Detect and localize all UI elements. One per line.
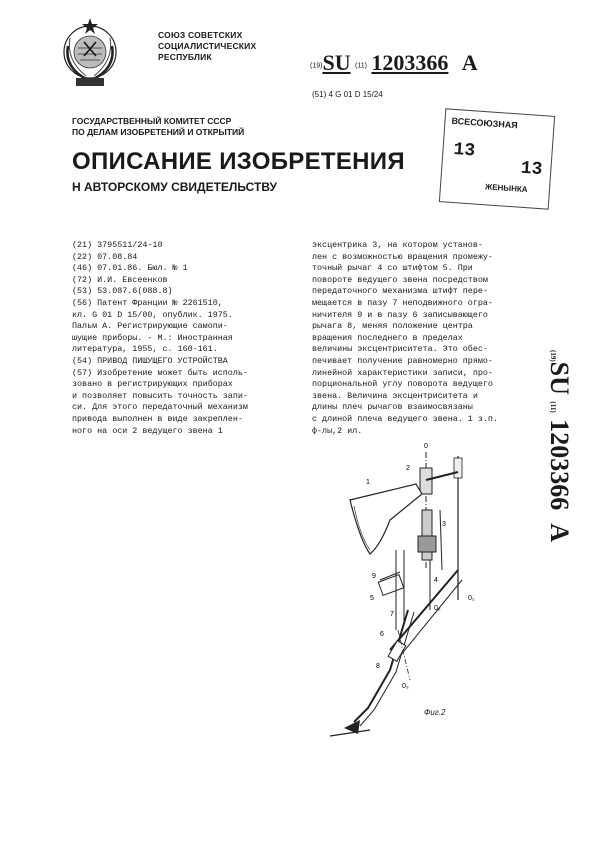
abstract-line: звена. Величина эксцентриситета и [312,390,478,401]
stamp-number-left: 13 [452,139,476,162]
library-stamp [439,108,555,209]
bibliographic-data [72,240,248,437]
label-9: 9 [372,573,376,580]
biblio-line: литература, 1955, с. 160-161. [72,344,218,355]
ussr-emblem-icon [58,16,122,96]
abstract-line: длины плеч рычагов взаимосвязаны [312,402,473,413]
abstract-line: вращения последнего в пределах [312,332,463,343]
biblio-line: шущие приборы. - М.: Иностранная [72,332,233,343]
abstract-line: линейной характеристики записи, про- [312,367,493,378]
abstract-line: лен с возможностью вращения промежу- [312,251,493,262]
abstract-line: эксцентрика 3, на котором установ- [312,240,483,250]
figure-labels [330,443,490,740]
patent-country: SU [322,50,351,75]
soviet-line: РЕСПУБЛИК [158,52,212,62]
soviet-line: СОЦИАЛИСТИЧЕСКИХ [158,41,257,51]
label-8: 8 [376,663,380,670]
biblio-line: ного на оси 2 ведущего звена 1 [72,425,223,436]
state-committee [72,116,244,138]
biblio-line: кл. G 01 D 15/00, опублик. 1975. [72,309,233,320]
abstract-line: порциональной углу поворота ведущего [312,379,493,390]
abstract-line: повороте ведущего звена посредством [312,274,488,285]
soviet-line: СОЮЗ СОВЕТСКИХ [158,30,243,40]
label-5: 5 [370,595,374,602]
biblio-line: (21) 3795511/24-10 [72,240,163,250]
vertical-code-19: (19) [549,350,557,362]
vertical-number: 1203366 [545,419,574,511]
committee-line: ПО ДЕЛАМ ИЗОБРЕТЕНИЙ И ОТКРЫТИЙ [72,127,245,137]
abstract-line: ничителя 9 и в пазу 6 записывающего [312,309,488,320]
label-2: 2 [406,465,410,472]
abstract-line: ф-лы,2 ил. [312,425,363,436]
abstract-line: точный рычаг 4 со штифтом 5. При [312,263,473,274]
biblio-line: и позволяет повысить точность запи- [72,390,248,401]
stamp-number-right: 13 [520,158,544,181]
label-1: 1 [366,479,370,486]
biblio-line: (56) Патент Франции № 2261510, [72,297,223,308]
label-7: 7 [390,611,394,618]
committee-line: ГОСУДАРСТВЕННЫЙ КОМИТЕТ СССР [72,116,232,126]
document-subtitle: Н АВТОРСКОМУ СВИДЕТЕЛЬСТВУ [72,180,278,194]
label-4: 4 [434,577,438,584]
biblio-line: (46) 07.01.86. Бюл. № 1 [72,263,188,274]
document-title: ОПИСАНИЕ ИЗОБРЕТЕНИЯ [72,148,405,175]
biblio-line: си. Для этого передаточный механизм [72,402,248,413]
code-11: (11) [355,62,367,70]
patent-kind: A [461,50,478,75]
label-6: 6 [380,631,384,638]
label-o2: 0₂ [434,605,441,612]
stamp-line1: ВСЕСОЮЗНАЯ [451,115,519,131]
biblio-line: (53) 53.087.6(088.8) [72,286,173,297]
biblio-line: (54) ПРИВОД ПИШУЩЕГО УСТРОЙСТВА [72,355,228,366]
label-3: 3 [442,521,446,528]
abstract-line: рычага 8, меняя положение центра [312,321,473,332]
biblio-line: зовано в регистрирующих приборах [72,379,233,390]
abstract-line: печивает получение равномерно прямо- [312,355,493,366]
ipc-classification: (51) 4 G 01 D 15/24 [312,90,383,99]
abstract-continuation [312,240,498,437]
patent-number: 1203366 [371,50,449,75]
label-0: 0 [424,443,428,450]
biblio-line: (57) Изобретение может быть исполь- [72,367,248,378]
label-o1: 0₁ [468,595,475,602]
vertical-patent-number [538,350,578,660]
abstract-line: передаточного механизма штифт пере- [312,286,488,297]
patent-number-header [310,50,478,76]
label-o3: 0₃ [402,683,409,690]
figure-caption: Фиг.2 [424,708,446,717]
vertical-kind: A [545,523,574,542]
stamp-line3: ЖЕНЫНКА [484,182,528,195]
biblio-line: Пальм А. Регистрирующие самопи- [72,321,228,332]
code-19: (19) [310,62,323,70]
abstract-line: величины эксцентриситета. Это обес- [312,344,488,355]
biblio-line: (72) И.И. Евсеенков [72,274,168,285]
vertical-country: SU [545,361,574,395]
abstract-line: с длиной плеча ведущего звена. 1 з.п. [312,413,498,424]
abstract-line: мещается в пазу 7 неподвижного огра- [312,297,493,308]
soviet-union-header [158,30,256,63]
vertical-code-11: (11) [549,401,557,413]
biblio-line: привода выполнен в виде закреплен- [72,413,243,424]
biblio-line: (22) 07.08.84 [72,251,138,262]
